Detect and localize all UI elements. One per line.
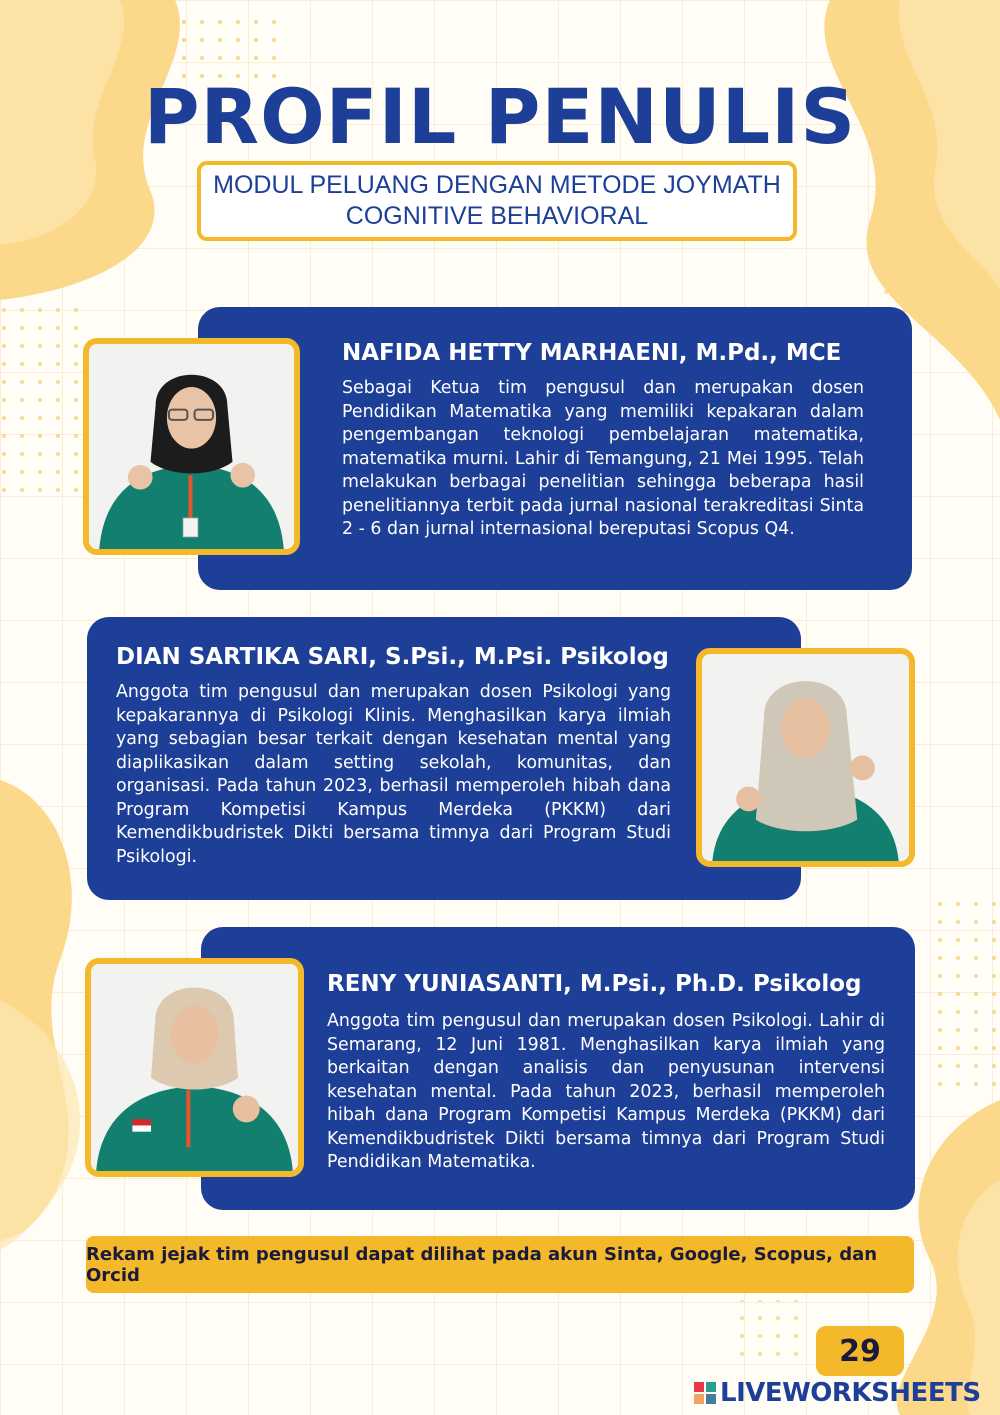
page-number: 29 — [816, 1326, 904, 1376]
profile-name-1: NAFIDA HETTY MARHAENI, M.Pd., MCE — [342, 340, 842, 366]
page-subtitle: MODUL PELUANG DENGAN METODE JOYMATH COGNITIVE BEHAVIORAL — [213, 171, 781, 230]
profile-photo-1 — [83, 338, 300, 555]
profile-bio-1: Sebagai Ketua tim pengusul dan merupakan dosen Pendidikan Matematika yang memiliki kepakaran dalam pengembangan teknologi pembelajaran matematika, matematika murni. Lahir di Temangung, 21 Mei 1995. Telah melakukan berbagai penelitian sehingga beberapa hasil penelitiannya terbit pada jurnal nasional terakreditasi Sinta 2 - 6 dan jurnal internasional bereputasi Scopus Q4. — [342, 378, 864, 539]
brand-text: LIVEWORKSHEETS — [720, 1378, 981, 1408]
page-title: PROFIL PENULIS — [143, 72, 857, 161]
brand-watermark — [694, 1376, 981, 1410]
profile-name-3: RENY YUNIASANTI, M.Psi., Ph.D. Psikolog — [327, 971, 862, 997]
profile-photo-3 — [85, 958, 304, 1177]
footer-note-bar — [86, 1236, 914, 1293]
profile-bio-3: Anggota tim pengusul dan merupakan dosen Psikologi. Lahir di Semarang, 12 Juni 1981. Menghasilkan karya ilmiah yang berkaitan dengan analisis dan penyusunan intervensi kesehatan mental. Pada tahun 2023, berhasil memperoleh hibah dana Program Kompetisi Kampus Merdeka (PKKM) dari Kemendikbudristek Dikti bersama timnya dari Program Studi Pendidikan Matematika. — [327, 1011, 885, 1172]
profile-name-2: DIAN SARTIKA SARI, S.Psi., M.Psi. Psikolog — [116, 644, 669, 670]
profile-bio-2: Anggota tim pengusul dan merupakan dosen Psikologi yang kepakarannya di Psikologi Klinis. Menghasilkan karya ilmiah yang sebagian besar terkait dengan kesehatan mental yang diaplikasikan dalam setting sekolah, komunitas, dan organisasi. Pada tahun 2023, berhasil memperoleh hibah dana Program Kompetisi Kampus Merdeka (PKKM) dari Kemendikbudristek Dikti bersama timnya dari Program Studi Psikologi. — [116, 682, 671, 867]
footer-note: Rekam jejak tim pengusul dapat dilihat pada akun Sinta, Google, Scopus, dan Orcid — [86, 1243, 878, 1286]
liveworksheets-logo-icon — [694, 1382, 716, 1404]
profile-photo-2 — [696, 648, 915, 867]
subtitle-box — [197, 161, 797, 241]
